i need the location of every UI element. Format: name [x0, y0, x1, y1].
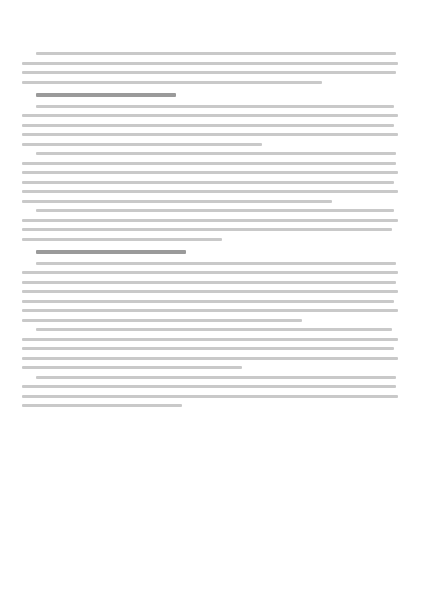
section-heading — [36, 93, 176, 97]
body-paragraph — [22, 328, 402, 369]
body-paragraph — [22, 105, 402, 146]
body-paragraph — [22, 209, 402, 241]
document-page — [22, 38, 402, 414]
body-paragraph — [22, 152, 402, 203]
body-paragraph — [22, 376, 402, 408]
intro-paragraph — [22, 52, 402, 84]
section-heading — [36, 250, 186, 254]
body-paragraph — [22, 262, 402, 322]
